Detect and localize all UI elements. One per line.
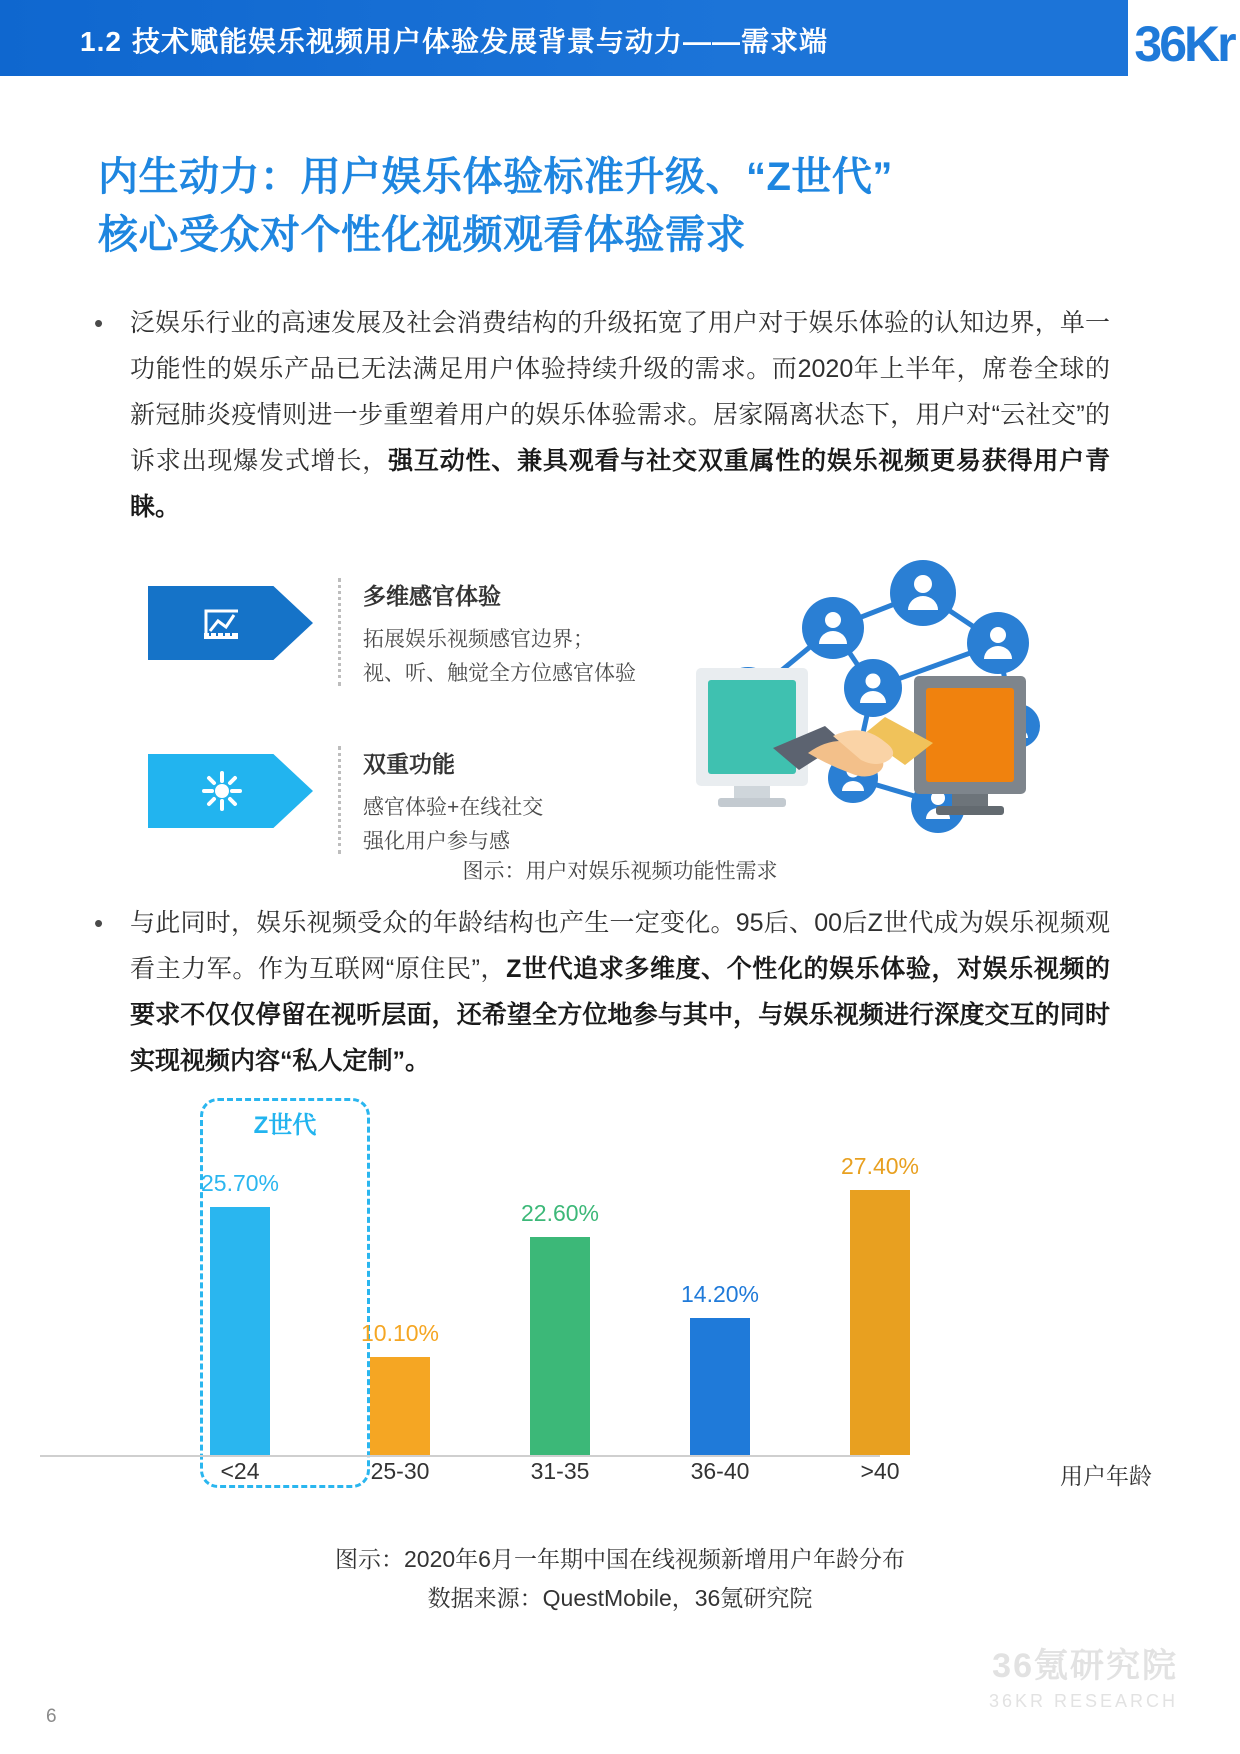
figure-caption-1: 图示：用户对娱乐视频功能性需求 — [462, 860, 778, 883]
sun-burst-icon — [202, 771, 242, 811]
page-title-line2: 核心受众对个性化视频观看体验需求 — [98, 213, 746, 257]
feature-title-1: 多维感官体验 — [363, 583, 501, 609]
paragraph-1 — [130, 300, 1110, 530]
section-number: 1.2 — [80, 26, 122, 57]
page-title-line1: 内生动力：用户娱乐体验标准升级、“Z世代” — [98, 155, 893, 199]
chart-bar — [210, 1207, 270, 1455]
chart-bar — [850, 1190, 910, 1455]
chart-xlabel: 用户年龄 — [1060, 1463, 1152, 1489]
paragraph-2 — [130, 900, 1110, 1084]
header-title — [80, 20, 828, 60]
bullet-marker: • — [94, 908, 104, 938]
chart-category: 36-40 — [690, 1458, 750, 1484]
paragraph-block-2 — [94, 900, 1114, 1084]
paragraph-block-1 — [94, 300, 1114, 530]
chart-category: <24 — [220, 1458, 260, 1484]
chart-category: 25-30 — [370, 1458, 430, 1484]
chart-bar-value: 25.70% — [200, 1170, 279, 1196]
chart-bar — [530, 1237, 590, 1455]
feature-arrow-1 — [148, 586, 313, 660]
feature-item-1 — [148, 578, 668, 688]
watermark-cn: 36氪研究院 — [992, 1647, 1178, 1685]
feature-divider — [338, 578, 341, 686]
feature-line-2b: 强化用户参与感 — [363, 829, 510, 853]
feature-line-1b: 视、听、触觉全方位感官体验 — [363, 661, 636, 685]
paragraph-2-bold: Z世代追求多维度、个性化的娱乐体验，对娱乐视频的要求不仅仅停留在视听层面，还希望全方位地参与其中，与娱乐视频进行深度交互的同时实现视频内容“私人定制”。 — [130, 955, 1110, 1075]
feature-divider — [338, 746, 341, 854]
chart-bar-value: 27.40% — [840, 1153, 919, 1179]
feature-title-2: 双重功能 — [363, 751, 455, 777]
chart-bar — [690, 1318, 750, 1455]
chart-category: >40 — [860, 1458, 900, 1484]
feature-line-2a: 感官体验+在线社交 — [363, 796, 544, 819]
page-title — [98, 148, 1108, 264]
feature-text-1 — [363, 578, 663, 690]
section-title: 技术赋能娱乐视频用户体验发展背景与动力——需求端 — [131, 26, 828, 57]
chart-category-labels — [180, 1458, 1060, 1498]
figure-caption-2-line2: 数据来源：QuestMobile，36氪研究院 — [427, 1585, 813, 1612]
watermark-en: 36KR RESEARCH — [988, 1691, 1178, 1711]
bar-chart — [180, 1153, 1060, 1455]
chart-bar-value: 22.60% — [520, 1200, 599, 1226]
bullet-marker: • — [94, 308, 104, 338]
chart-category: 31-35 — [530, 1458, 590, 1484]
paragraph-1-bold: 强互动性、兼具观看与社交双重属性的娱乐视频更易获得用户青睐。 — [130, 447, 1110, 521]
figure-caption-2-line1: 图示：2020年6月一年期中国在线视频新增用户年龄分布 — [335, 1546, 905, 1572]
feature-text-2 — [363, 746, 663, 858]
feature-arrow-2 — [148, 754, 313, 828]
brand-logo-text: 36Kr — [1134, 16, 1234, 72]
chart-bar — [370, 1357, 430, 1455]
chart-bar-value: 10.10% — [360, 1320, 439, 1346]
watermark — [989, 1638, 1178, 1712]
page-header — [0, 0, 1240, 76]
chart-ruler-icon — [200, 603, 244, 643]
feature-item-2 — [148, 746, 668, 856]
page-number: 6 — [46, 1706, 57, 1727]
monitor-left — [696, 668, 808, 807]
feature-line-1a: 拓展娱乐视频感官边界； — [363, 628, 594, 651]
chart-axis-line — [40, 1455, 880, 1457]
paragraph-1-text: 泛娱乐行业的高速发展及社会消费结构的升级拓宽了用户对于娱乐体验的认知边界，单一功能性的娱乐产品已无法满足用户体验持续升级的需求。而2020年上半年，席卷全球的新冠肺炎疫情则进一步重塑着用户的娱乐体验需求。居家隔离状态下，用户对“云社交”的诉求出现爆发式增长， — [130, 309, 1110, 475]
illustration-social-network — [678, 548, 1078, 858]
brand-logo — [1128, 0, 1240, 88]
chart-bar-value: 14.20% — [680, 1281, 759, 1307]
chart-highlight-label: Z世代 — [253, 1112, 317, 1139]
paragraph-2-text: 与此同时，娱乐视频受众的年龄结构也产生一定变化。95后、00后Z世代成为娱乐视频观看主力军。作为互联网“原住民”， — [130, 909, 1110, 983]
illustration-svg — [678, 548, 1078, 858]
figure-caption-2 — [0, 1540, 1240, 1618]
